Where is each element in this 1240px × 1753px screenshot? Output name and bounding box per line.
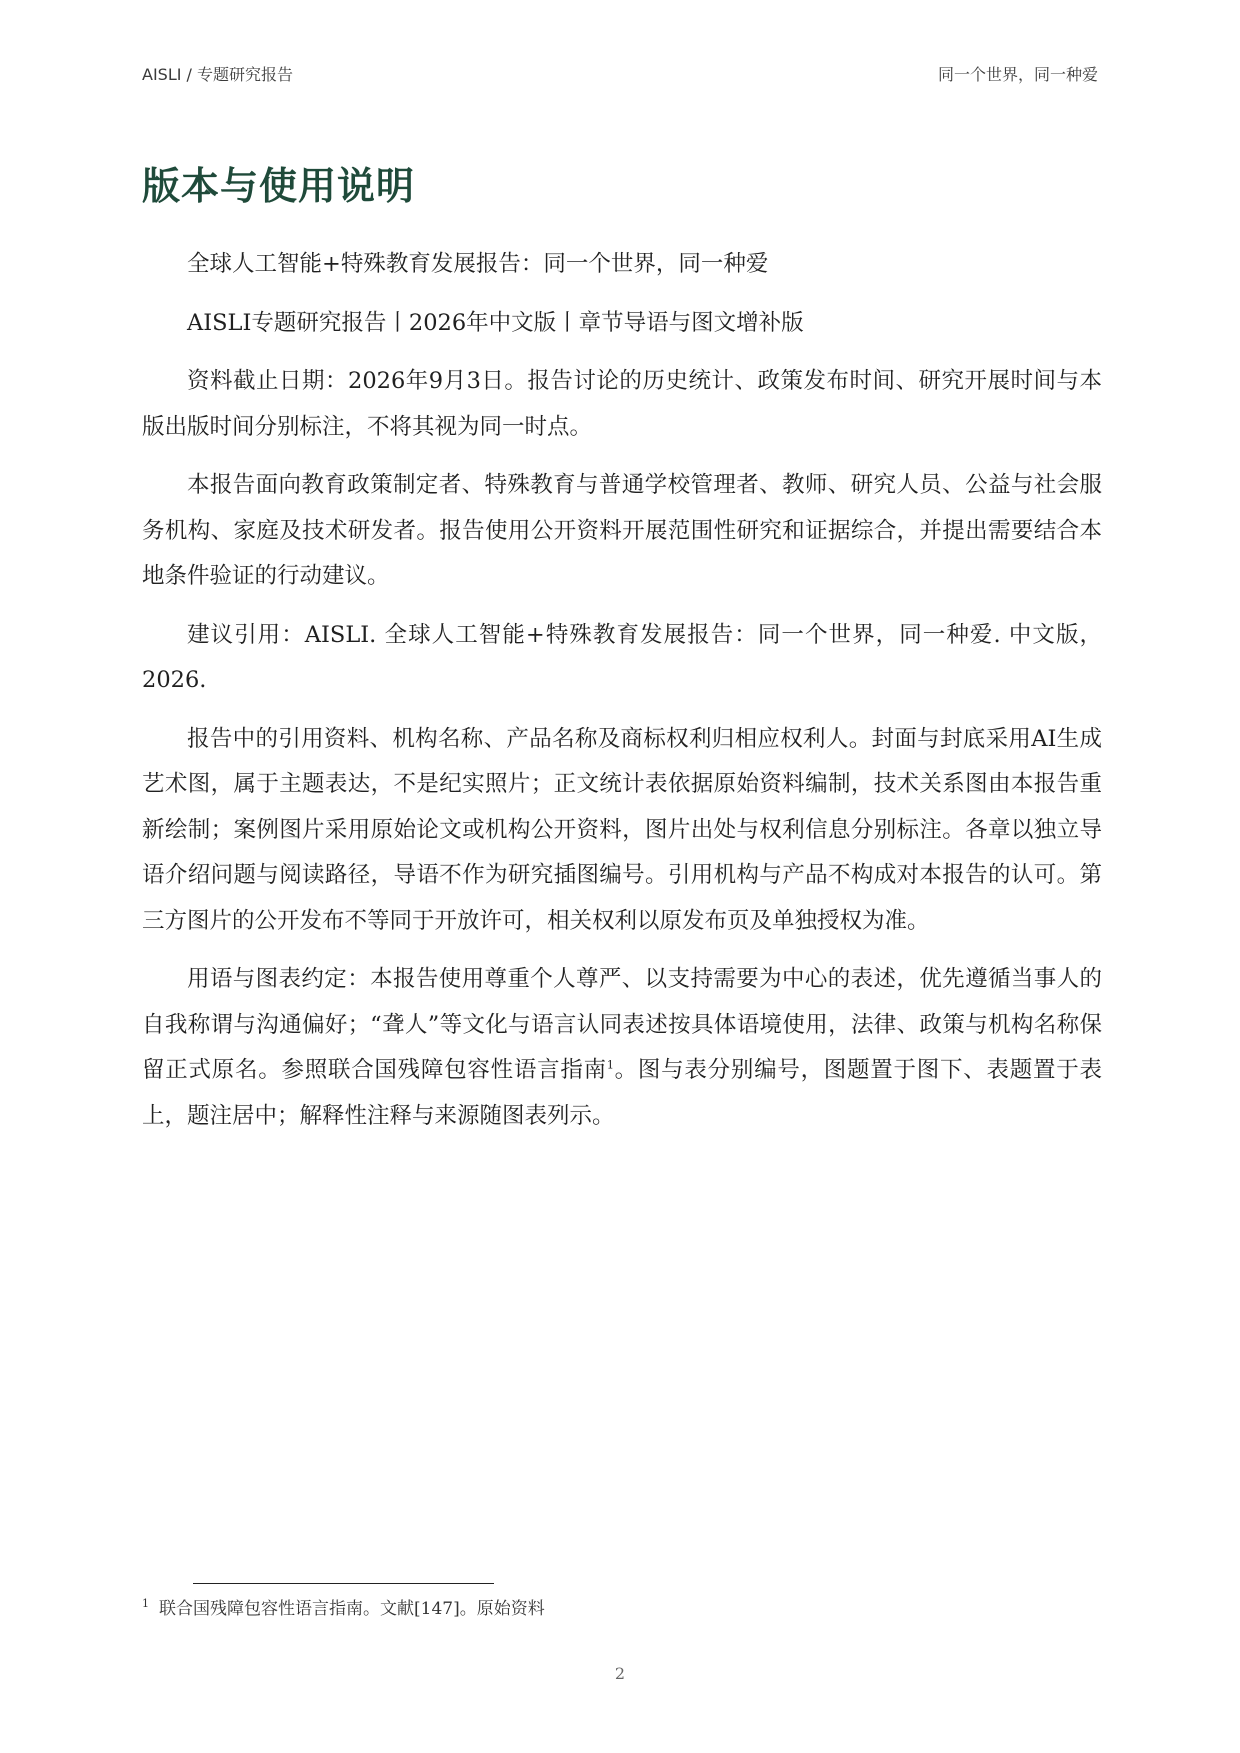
terminology-text-part1: 用语与图表约定：本报告使用尊重个人尊严、以支持需要为中心的表述，优先遵循当事人的自我称谓与沟通偏好；“聋人”等文化与语言认同表述按具体语境使用，法律、政策与机构名称保留正式原名。参照联合国残障包容性语言指南 — [142, 966, 1102, 1083]
rights-paragraph: 报告中的引用资料、机构名称、产品名称及商标权利归相应权利人。封面与封底采用AI生成艺术图，属于主题表达，不是纪实照片；正文统计表依据原始资料编制，技术关系图由本报告重新绘制；案例图片采用原始论文或机构公开资料，图片出处与权利信息分别标注。各章以独立导语介绍问题与阅读路径，导语不作为研究插图编号。引用机构与产品不构成对本报告的认可。第三方图片的公开发布不等同于开放许可，相关权利以原发布页及单独授权为准。 — [142, 725, 1102, 934]
footnote-mark: 1 — [142, 1597, 149, 1611]
body-text — [142, 242, 1102, 1152]
footnote-text: 联合国残障包容性语言指南。文献[147]。原始资料 — [159, 1599, 545, 1619]
citation-paragraph: 建议引用：AISLI. 全球人工智能+特殊教育发展报告：同一个世界，同一种爱. 中文版，2026. — [142, 621, 1102, 693]
header-report-motto: 同一个世界，同一种爱 — [937, 65, 1098, 84]
audience-paragraph: 本报告面向教育政策制定者、特殊教育与普通学校管理者、教师、研究人员、公益与社会服务机构、家庭及技术研发者。报告使用公开资料开展范围性研究和证据综合，并提出需要结合本地条件验证的行动建议。 — [142, 472, 1102, 589]
footnote-reference[interactable]: 1 — [606, 1058, 614, 1072]
running-header — [142, 62, 1098, 86]
terminology-text-part2: 。图与表分别编号，图题置于图下、表题置于表上，题注居中；解释性注释与来源随图表列示。 — [142, 1057, 1102, 1129]
page-title: 版本与使用说明 — [142, 164, 416, 208]
terminology-paragraph — [142, 957, 1102, 1139]
edition-line: AISLI专题研究报告丨2026年中文版丨章节导语与图文增补版 — [187, 309, 804, 336]
report-full-title: 全球人工智能+特殊教育发展报告：同一个世界，同一种爱 — [187, 251, 769, 277]
page-number: 2 — [614, 1664, 626, 1683]
footnote-divider — [193, 1583, 494, 1584]
footnote — [142, 1596, 1102, 1622]
header-report-series: AISLI / 专题研究报告 — [142, 65, 294, 84]
cutoff-date-paragraph: 资料截止日期：2026年9月3日。报告讨论的历史统计、政策发布时间、研究开展时间与本版出版时间分别标注，不将其视为同一时点。 — [142, 368, 1102, 440]
